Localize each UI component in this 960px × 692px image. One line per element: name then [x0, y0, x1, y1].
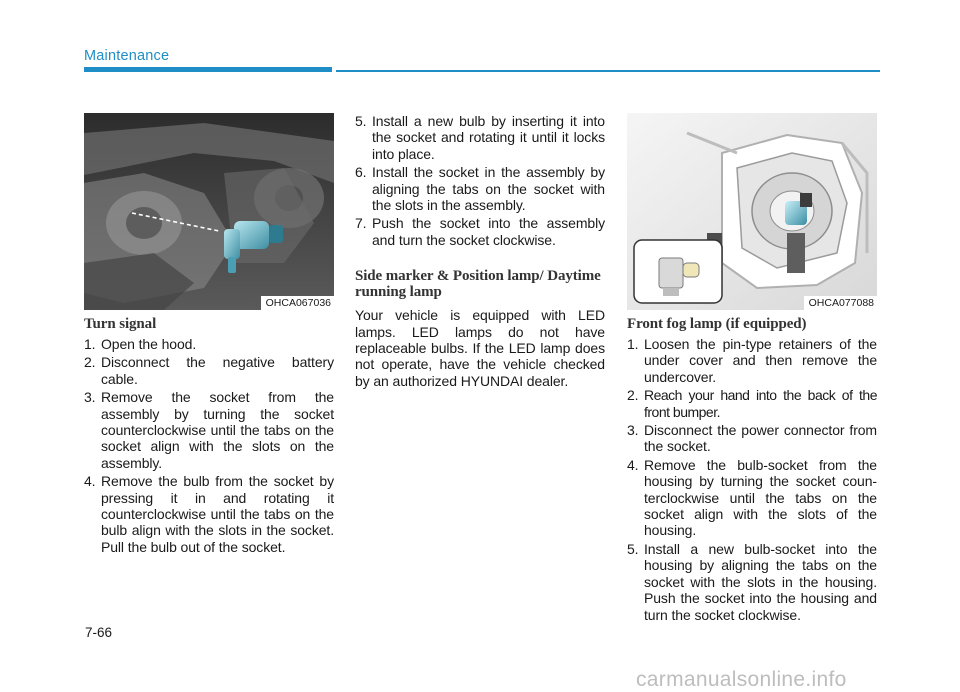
step-number: 3. [627, 422, 639, 439]
step-text: Reach your hand into the back of the front bumper. [644, 387, 877, 420]
watermark: carmanualsonline.info [636, 668, 847, 691]
step-text: Install a new bulb by inserting it into the socket and rotating it until it locks into place. [372, 113, 605, 162]
header-rule-thin [336, 70, 880, 72]
turn-signal-heading: Turn signal [84, 316, 157, 332]
list-item [355, 113, 605, 162]
turn-signal-steps-list [84, 336, 334, 555]
list-item [355, 164, 605, 213]
list-item [84, 336, 334, 352]
turn-signal-section [84, 316, 334, 557]
step-number: 4. [84, 473, 96, 490]
step-number: 1. [84, 336, 96, 352]
step-number: 7. [355, 215, 367, 232]
list-item [84, 389, 334, 471]
step-number: 3. [84, 389, 96, 406]
step-text: Disconnect the power connector from the socket. [644, 422, 877, 455]
fog-lamp-heading: Front fog lamp (if equipped) [627, 316, 807, 332]
step-text: Remove the bulb from the socket by pressing it in and rotating it counterclockwise until the tabs on the bulb align with the slots in the socket. Pull the bulb out of the socket. [101, 473, 334, 555]
step-number: 5. [627, 540, 639, 557]
list-item [355, 215, 605, 248]
list-item [627, 457, 877, 539]
step-number: 5. [355, 113, 367, 129]
header-rule-thick [84, 67, 332, 72]
step-number: 2. [84, 354, 96, 371]
figure-code: OHCA067036 [261, 296, 334, 310]
page-number: 7-66 [85, 625, 113, 640]
list-item [84, 473, 334, 555]
list-item [627, 387, 877, 420]
fog-lamp-section [627, 316, 877, 625]
step-number: 4. [627, 456, 639, 473]
step-text: Install the socket in the assembly by aligning the tabs on the socket with the slots in the assembly. [372, 164, 605, 214]
step-text: Disconnect the negative battery cable. [101, 354, 334, 387]
step-number: 1. [627, 336, 639, 352]
list-item [627, 541, 877, 623]
side-marker-body: Your vehicle is equipped with LED lamps. LED lamps do not have replaceable bulbs. If the LED lamp does not operate, have the vehicle checked by an authorized HYUNDAI dealer. [355, 307, 605, 389]
step-text: Loosen the pin-type retainers of the under cover and then remove the undercover. [644, 336, 877, 385]
fog-lamp-figure [627, 113, 877, 310]
headlamp-illustration [84, 113, 334, 310]
step-text: Install a new bulb-socket into the housing by aligning the tabs on the socket with the slots in the housing. Push the socket into the housing and turn the socket clockwise. [644, 540, 877, 623]
step-text: Open the hood. [101, 336, 197, 352]
step-number: 6. [355, 164, 367, 181]
step-number: 2. [627, 387, 639, 404]
step-text: Remove the bulb-socket from the housing by turning the socket coun-terclockwise until the tabs on the socket align with the slots of the housing. [644, 456, 877, 539]
side-marker-heading: Side marker & Position lamp/ Daytime running lamp [355, 268, 601, 301]
middle-column [355, 113, 605, 389]
list-item [627, 422, 877, 455]
fog-lamp-illustration [627, 113, 877, 310]
section-title: Maintenance [84, 48, 170, 64]
list-item [627, 336, 877, 385]
step-text: Push the socket into the assembly and turn the socket clockwise. [372, 215, 605, 248]
fog-lamp-steps-list [627, 336, 877, 623]
turn-signal-figure [84, 113, 334, 310]
list-item [84, 354, 334, 387]
figure-code: OHCA077088 [804, 296, 877, 310]
turn-signal-steps-continued [355, 113, 605, 248]
step-text: Remove the socket from the assembly by turning the socket counterclockwise until the tabs on the socket align with the slots on the assembly. [101, 389, 334, 471]
